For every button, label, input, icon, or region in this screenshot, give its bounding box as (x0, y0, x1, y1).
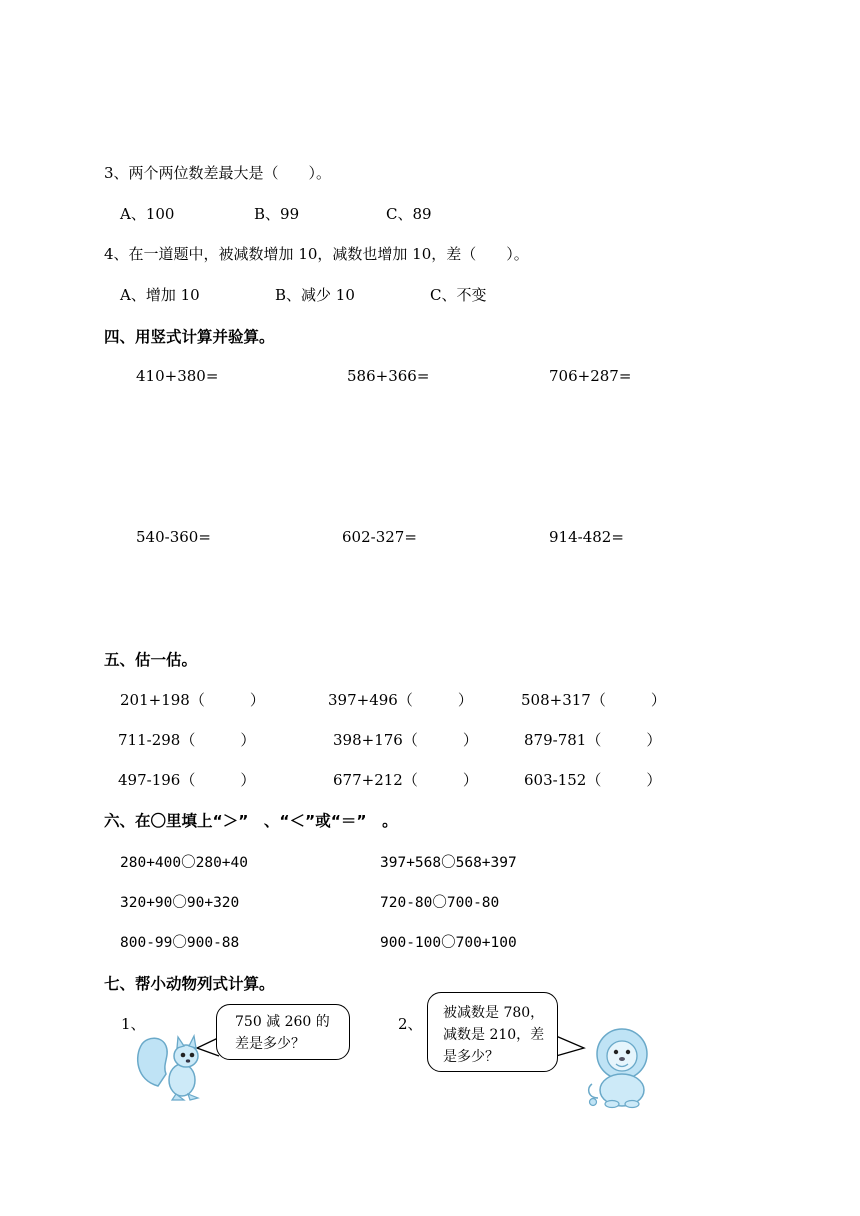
vertical-calc-item: 410+380= (136, 367, 219, 385)
estimate-item: 677+212（ ） (333, 771, 478, 789)
problem-2-number: 2、 (398, 1015, 423, 1033)
vertical-calc-item: 602-327= (342, 528, 417, 546)
speech-bubble-2 (427, 992, 558, 1072)
section-4-title: 四、用竖式计算并验算。 (104, 328, 275, 346)
question-4-option-a: A、增加 10 (120, 286, 200, 304)
speech-bubble-1 (216, 1004, 350, 1060)
estimate-item: 711-298（ ） (118, 731, 256, 749)
problem-1-number: 1、 (121, 1015, 146, 1033)
compare-item: 280+400〇280+40 (120, 855, 248, 871)
question-4-stem: 4、在一道题中，被减数增加 10，减数也增加 10，差（ ）。 (104, 245, 529, 263)
compare-item: 720-80〇700-80 (380, 895, 500, 911)
section-6-title: 六、在〇里填上“＞” 、“＜”或“＝” 。 (104, 812, 398, 830)
vertical-calc-item: 914-482= (549, 528, 624, 546)
estimate-item: 603-152（ ） (524, 771, 662, 789)
vertical-calc-item: 586+366= (347, 367, 430, 385)
question-3-stem: 3、两个两位数差最大是（ ）。 (104, 164, 332, 182)
speech-bubble-2-text: 被减数是 780，减数是 210，差是多少？ (443, 1005, 545, 1065)
estimate-item: 397+496（ ） (328, 691, 473, 709)
section-5-title: 五、估一估。 (104, 651, 198, 669)
question-4-option-b: B、减少 10 (275, 286, 355, 304)
estimate-item: 201+198（ ） (120, 691, 265, 709)
estimate-item: 508+317（ ） (521, 691, 666, 709)
compare-item: 800-99〇900-88 (120, 935, 240, 951)
section-7-title: 七、帮小动物列式计算。 (104, 975, 275, 993)
question-3-option-a: A、100 (120, 205, 175, 223)
estimate-item: 879-781（ ） (524, 731, 662, 749)
compare-item: 900-100〇700+100 (380, 935, 517, 951)
question-3-option-b: B、99 (254, 205, 300, 223)
estimate-item: 497-196（ ） (118, 771, 256, 789)
vertical-calc-item: 706+287= (549, 367, 632, 385)
question-3-option-c: C、89 (386, 205, 432, 223)
speech-bubble-1-text: 750 减 260 的差是多少？ (235, 1014, 330, 1052)
lion-icon (584, 1024, 666, 1110)
vertical-calc-item: 540-360= (136, 528, 211, 546)
squirrel-icon (132, 1026, 212, 1106)
compare-item: 397+568〇568+397 (380, 855, 517, 871)
estimate-item: 398+176（ ） (333, 731, 478, 749)
compare-item: 320+90〇90+320 (120, 895, 240, 911)
question-4-option-c: C、不变 (430, 286, 487, 304)
